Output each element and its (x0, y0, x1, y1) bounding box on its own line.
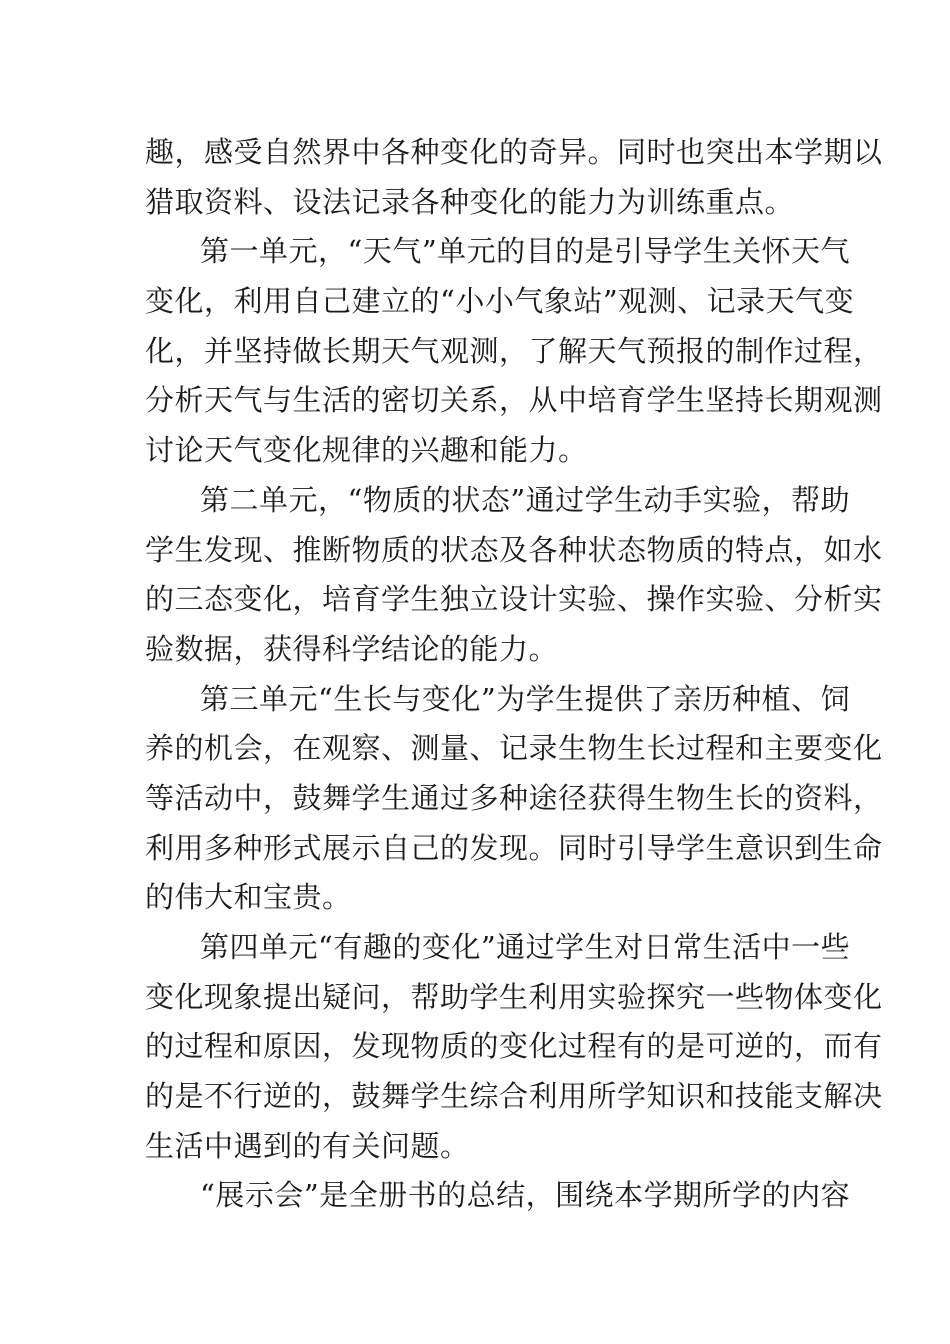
text-line: 的三态变化，培育学生独立设计实验、操作实验、分析实 (145, 582, 883, 617)
paragraph-first-line: 第四单元“有趣的变化”通过学生对日常生活中一些 (200, 930, 851, 964)
text-line: 分析天气与生活的密切关系，从中培育学生坚持长期观测 (145, 383, 883, 418)
paragraph-first-line: 第二单元，“物质的状态”通过学生动手实验，帮助 (200, 482, 851, 517)
text-line: 养的机会，在观察、测量、记录生物生长过程和主要变化 (145, 731, 883, 766)
text-line: 的是不行逆的，鼓舞学生综合利用所学知识和技能支解决 (145, 1079, 883, 1114)
text-line: 等活动中，鼓舞学生通过多种途径获得生物生长的资料， (145, 780, 883, 815)
text-line: 利用多种形式展示自己的发现。同时引导学生意识到生命 (145, 830, 883, 865)
text-line: 的伟大和宝贵。 (145, 880, 352, 915)
text-line: 验数据，获得科学结论的能力。 (145, 631, 559, 666)
text-line: 生活中遇到的有关问题。 (145, 1128, 470, 1163)
text-line: 化，并坚持做长期天气观测，了解天气预报的制作过程， (145, 333, 883, 368)
text-line: 学生发现、推断物质的状态及各种状态物质的特点，如水 (145, 532, 883, 567)
paragraph-first-line: 第三单元“生长与变化”为学生提供了亲历种植、饲 (200, 681, 851, 716)
text-line: 讨论天气变化规律的兴趣和能力。 (145, 433, 588, 468)
text-line: 变化，利用自己建立的“小小气象站”观测、记录天气变 (145, 284, 855, 319)
text-line: 猎取资料、设法记录各种变化的能力为训练重点。 (145, 184, 795, 219)
paragraph-first-line: “展示会”是全册书的总结，围绕本学期所学的内容 (200, 1178, 851, 1213)
text-line: 趣，感受自然界中各种变化的奇异。同时也突出本学期以 (145, 135, 883, 169)
text-line: 的过程和原因，发现物质的变化过程有的是可逆的，而有 (145, 1029, 883, 1064)
body-text (145, 128, 883, 1221)
text-line: 变化现象提出疑问，帮助学生利用实验探究一些物体变化 (145, 979, 883, 1014)
paragraph-first-line: 第一单元，“天气”单元的目的是引导学生关怀天气 (200, 234, 851, 269)
